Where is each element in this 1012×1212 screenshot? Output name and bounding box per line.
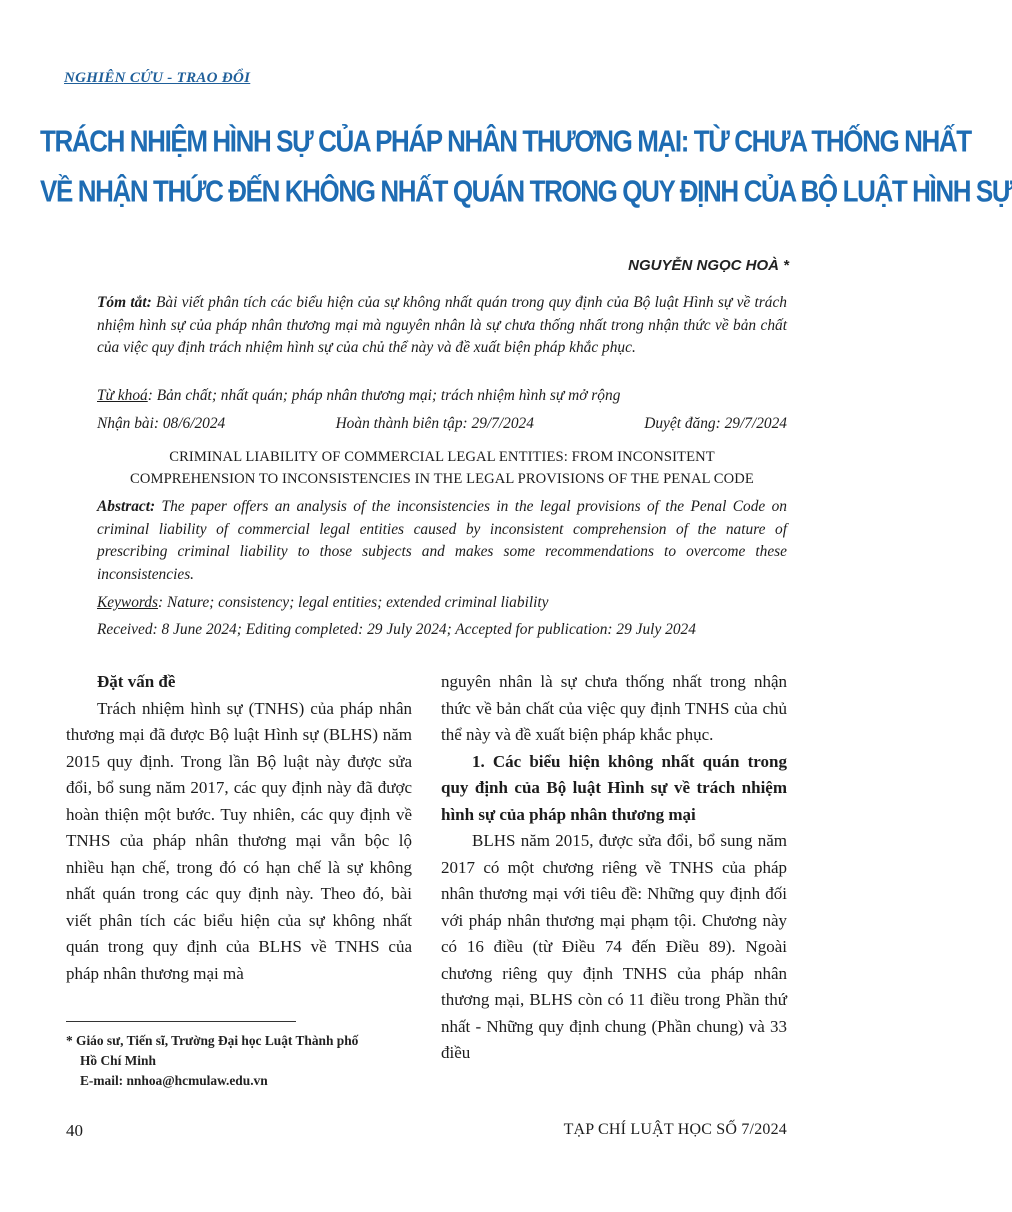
section-label: NGHIÊN CỨU - TRAO ĐỔI: [64, 70, 251, 86]
keywords-vi-label: Từ khoá: [97, 387, 148, 404]
footnote-affiliation-cont: Hồ Chí Minh: [80, 1053, 156, 1068]
section-heading-intro: Đặt vấn đề: [97, 672, 176, 691]
abstract-en: [97, 496, 787, 586]
received-date-vi: Nhận bài: 08/6/2024: [97, 415, 226, 432]
footnote-divider: [66, 1021, 296, 1022]
approved-date-vi: Duyệt đăng: 29/7/2024: [644, 415, 787, 432]
english-title-line-1: CRIMINAL LIABILITY OF COMMERCIAL LEGAL ENTITIES: FROM INCONSITENT: [169, 449, 715, 465]
english-title: [97, 446, 787, 490]
author-footnote: [66, 1031, 358, 1091]
author-name: NGUYỄN NGỌC HOÀ *: [628, 257, 789, 274]
dates-en: Received: 8 June 2024; Editing completed: 29 July 2024; Accepted for publication: 29 July 2024: [97, 621, 696, 638]
body-column-right: [441, 669, 787, 1067]
edited-date-vi: Hoàn thành biên tập: 29/7/2024: [335, 415, 534, 432]
abstract-en-text: The paper offers an analysis of the inconsistencies in the legal provisions of the Penal Code on criminal liability of commercial legal entities caused by inconsistent comprehension of the nature of prescribing criminal liability to those subjects and makes some recommendations to overcome these inconsistencies.: [97, 498, 787, 583]
footnote-affiliation: * Giáo sư, Tiến sĩ, Trường Đại học Luật Thành phố: [66, 1033, 359, 1048]
body-paragraph-1: Trách nhiệm hình sự (TNHS) của pháp nhân thương mại đã được Bộ luật Hình sự (BLHS) năm 2015 quy định. Trong lần Bộ luật này được sửa đổi, bổ sung năm 2017, các quy định này đã được hoàn thiện một bước. Tuy nhiên, các quy định về TNHS của pháp nhân thương mại vẫn bộc lộ nhiều hạn chế, trong đó có hạn chế là sự không nhất quán trong các quy định này. Theo đó, bài viết phân tích các biểu hiện của sự không nhất quán trong quy định của BLHS về TNHS của pháp nhân thương mại mà: [66, 698, 412, 983]
keywords-en: [97, 594, 787, 612]
keywords-en-text: : Nature; consistency; legal entities; extended criminal liability: [158, 594, 549, 611]
english-title-line-2: COMPREHENSION TO INCONSISTENCIES IN THE LEGAL PROVISIONS OF THE PENAL CODE: [130, 471, 754, 487]
body-column-left: [66, 669, 412, 987]
page-number: 40: [66, 1121, 83, 1140]
body-paragraph-2: BLHS năm 2015, được sửa đổi, bổ sung năm 2017 có một chương riêng về TNHS của pháp nhân thương mại với tiêu đề: Những quy định đối với pháp nhân thương mại phạm tội. Chương này có 16 điều (từ Điều 74 đến Điều 89). Ngoài chương riêng quy định TNHS của pháp nhân thương mại, BLHS còn có 11 điều trong Phần thứ nhất - Những quy định chung (Phần chung) và 33 điều: [441, 831, 787, 1062]
keywords-vi: [97, 387, 787, 405]
keywords-en-label: Keywords: [97, 594, 158, 611]
section-heading-1: 1. Các biểu hiện không nhất quán trong quy định của Bộ luật Hình sự về trách nhiệm hình sự của pháp nhân thương mại: [441, 751, 787, 824]
dates-vi: [97, 415, 787, 433]
footnote-email: E-mail: nnhoa@hcmulaw.edu.vn: [80, 1073, 268, 1088]
keywords-vi-text: : Bản chất; nhất quán; pháp nhân thương mại; trách nhiệm hình sự mở rộng: [147, 387, 621, 404]
article-title-line-1: TRÁCH NHIỆM HÌNH SỰ CỦA PHÁP NHÂN THƯƠNG MẠI: TỪ CHƯA THỐNG NHẤT: [40, 123, 971, 159]
body-paragraph-1-continued: nguyên nhân là sự chưa thống nhất trong nhận thức về bản chất của việc quy định TNHS của chủ thể này và đề xuất biện pháp khắc phục.: [441, 672, 787, 744]
article-title-line-2: VỀ NHẬN THỨC ĐẾN KHÔNG NHẤT QUÁN TRONG QUY ĐỊNH CỦA BỘ LUẬT HÌNH SỰ: [40, 173, 1012, 209]
journal-footer: TẠP CHÍ LUẬT HỌC SỐ 7/2024: [563, 1121, 787, 1138]
summary-vi: [97, 292, 787, 360]
abstract-en-label: Abstract:: [97, 498, 156, 515]
summary-vi-label: Tóm tắt:: [97, 294, 152, 311]
summary-vi-text: Bài viết phân tích các biểu hiện của sự không nhất quán trong quy định của Bộ luật Hình sự về trách nhiệm hình sự của pháp nhân thương mại mà nguyên nhân là sự chưa thống nhất trong nhận thức về bản chất của việc quy định trách nhiệm hình sự của chủ thể này và đề xuất biện pháp khắc phục.: [97, 294, 788, 356]
